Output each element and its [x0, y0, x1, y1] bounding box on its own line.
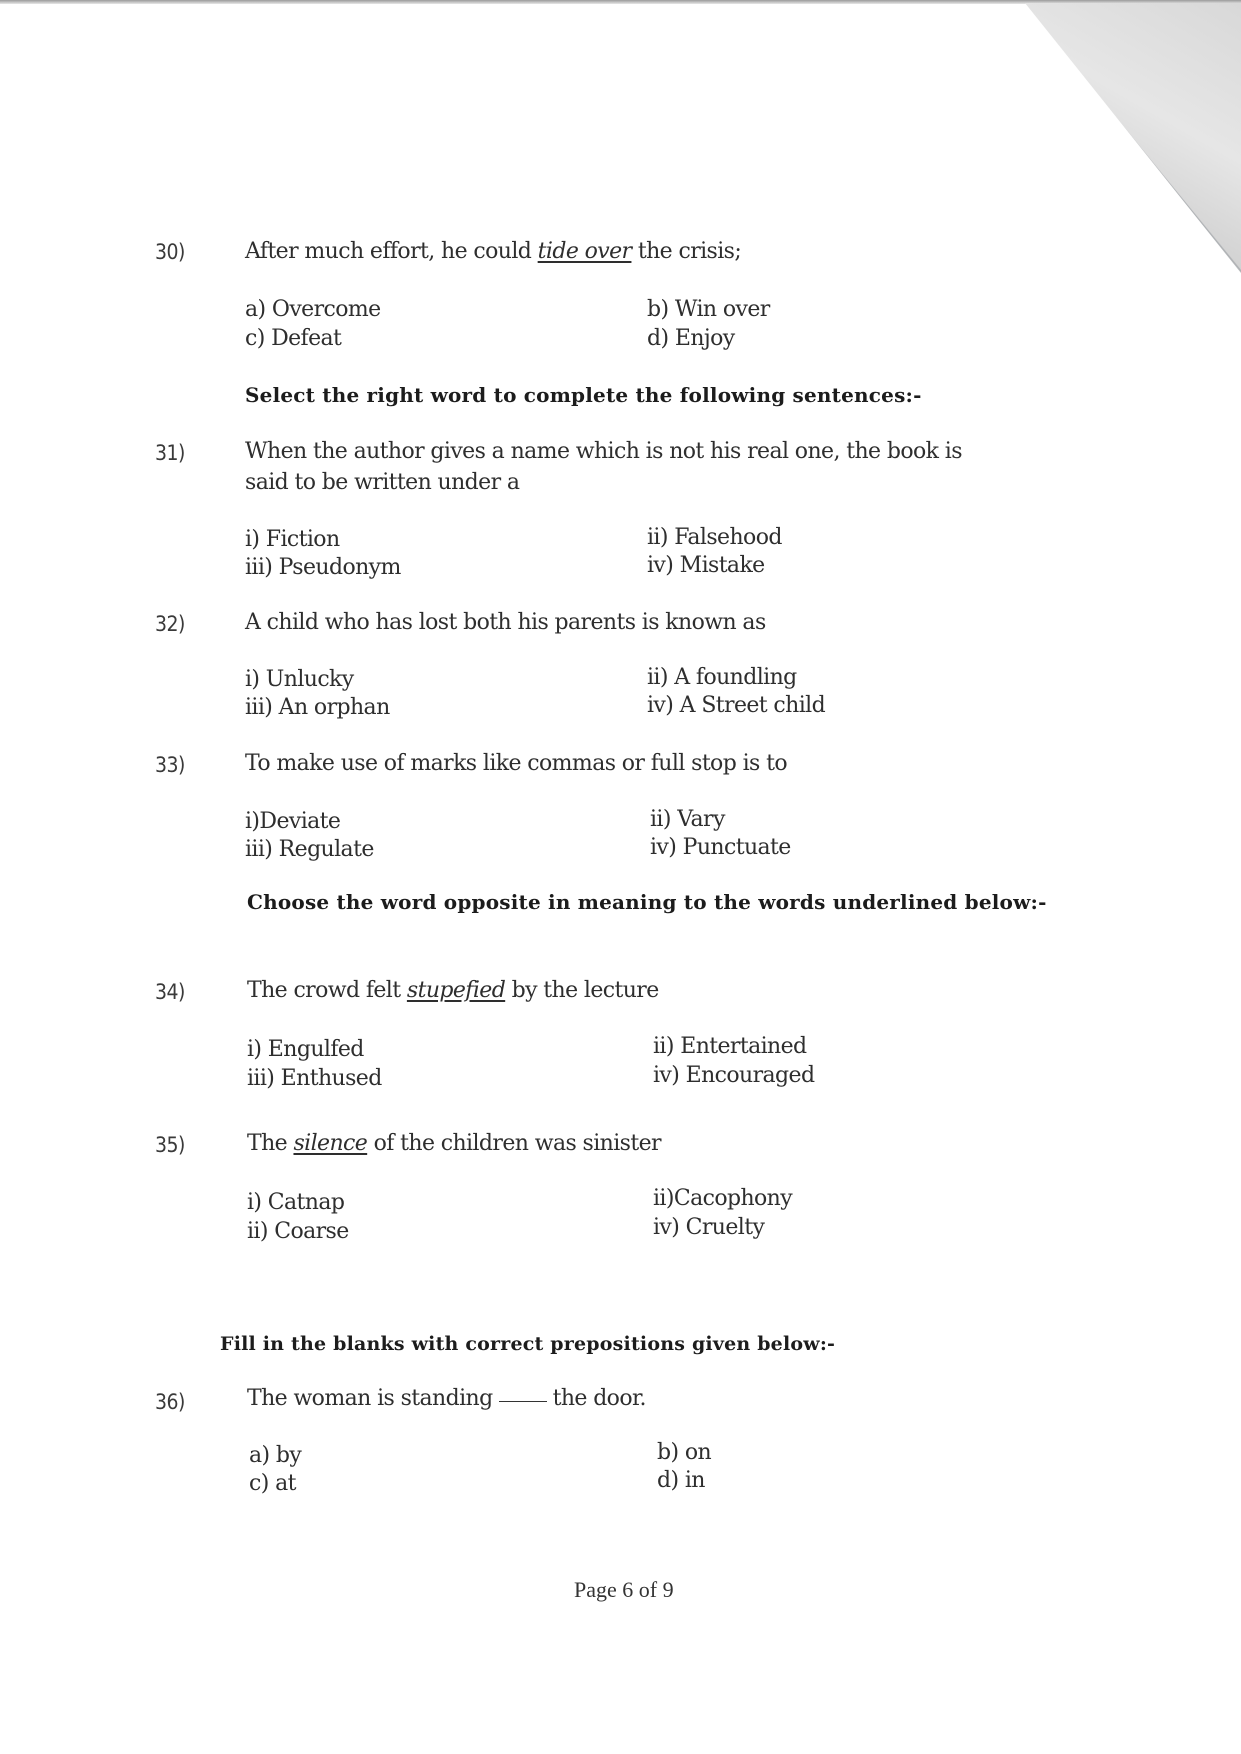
question-text: After much effort, he could tide over the crisis; [245, 239, 742, 264]
question-number: 36) [155, 1390, 185, 1414]
question-text: The silence of the children was sinister [247, 1131, 661, 1156]
question-text: A child who has lost both his parents is known as [245, 610, 766, 635]
option-iv[interactable]: iv) Encouraged [653, 1063, 815, 1088]
question-text-line-1: When the author gives a name which is not his real one, the book is [245, 439, 962, 464]
option-i[interactable]: i) Fiction [245, 527, 340, 552]
section-heading-opposite: Choose the word opposite in meaning to the words underlined below:- [247, 890, 1047, 914]
option-iv[interactable]: iv) Punctuate [650, 835, 791, 860]
question-number: 35) [155, 1133, 185, 1157]
option-ii[interactable]: ii) A foundling [647, 665, 797, 690]
option-d[interactable]: d) Enjoy [647, 326, 735, 351]
question-number: 30) [155, 240, 185, 264]
underlined-word: stupefied [406, 978, 506, 1003]
option-iii[interactable]: iii) Pseudonym [245, 555, 401, 580]
option-iii[interactable]: iii) An orphan [245, 695, 390, 720]
option-i[interactable]: i) Engulfed [247, 1037, 364, 1062]
option-d[interactable]: d) in [657, 1468, 705, 1493]
option-i[interactable]: i) Catnap [247, 1190, 345, 1215]
question-text: To make use of marks like commas or full stop is to [245, 751, 787, 776]
question-number: 32) [155, 612, 185, 636]
underlined-word: silence [293, 1131, 368, 1156]
underlined-word: tide over [537, 239, 632, 264]
section-heading-fill-blanks: Fill in the blanks with correct prepositions given below:- [220, 1333, 836, 1355]
option-iv[interactable]: iv) A Street child [647, 693, 826, 718]
option-i[interactable]: i) Unlucky [245, 667, 354, 692]
option-a[interactable]: a) by [249, 1443, 302, 1468]
option-ii[interactable]: ii) Falsehood [647, 525, 782, 550]
question-text: The crowd felt stupefied by the lecture [247, 978, 659, 1003]
question-text: The woman is standing the door. [247, 1386, 646, 1411]
option-c[interactable]: c) Defeat [245, 326, 342, 351]
option-c[interactable]: c) at [249, 1471, 296, 1496]
question-number: 34) [155, 980, 185, 1004]
option-ii-second[interactable]: ii) Coarse [247, 1219, 349, 1244]
option-b[interactable]: b) on [657, 1440, 712, 1465]
question-number: 31) [155, 441, 185, 465]
blank-line[interactable] [499, 1401, 547, 1402]
question-text-line-2: said to be written under a [245, 470, 520, 495]
section-heading-select-word: Select the right word to complete the following sentences:- [245, 383, 922, 407]
option-b[interactable]: b) Win over [647, 297, 770, 322]
option-iii[interactable]: iii) Regulate [245, 837, 374, 862]
option-i[interactable]: i)Deviate [245, 809, 341, 834]
option-iv[interactable]: iv) Mistake [647, 553, 765, 578]
option-iii[interactable]: iii) Enthused [247, 1066, 382, 1091]
page-number-footer: Page 6 of 9 [574, 1577, 674, 1602]
option-ii[interactable]: ii) Vary [650, 807, 725, 832]
option-iv[interactable]: iv) Cruelty [653, 1215, 765, 1240]
option-a[interactable]: a) Overcome [245, 297, 381, 322]
fold-shadow [1020, 3, 1241, 273]
question-number: 33) [155, 753, 185, 777]
option-ii[interactable]: ii) Entertained [653, 1034, 807, 1059]
option-ii[interactable]: ii)Cacophony [653, 1186, 793, 1211]
